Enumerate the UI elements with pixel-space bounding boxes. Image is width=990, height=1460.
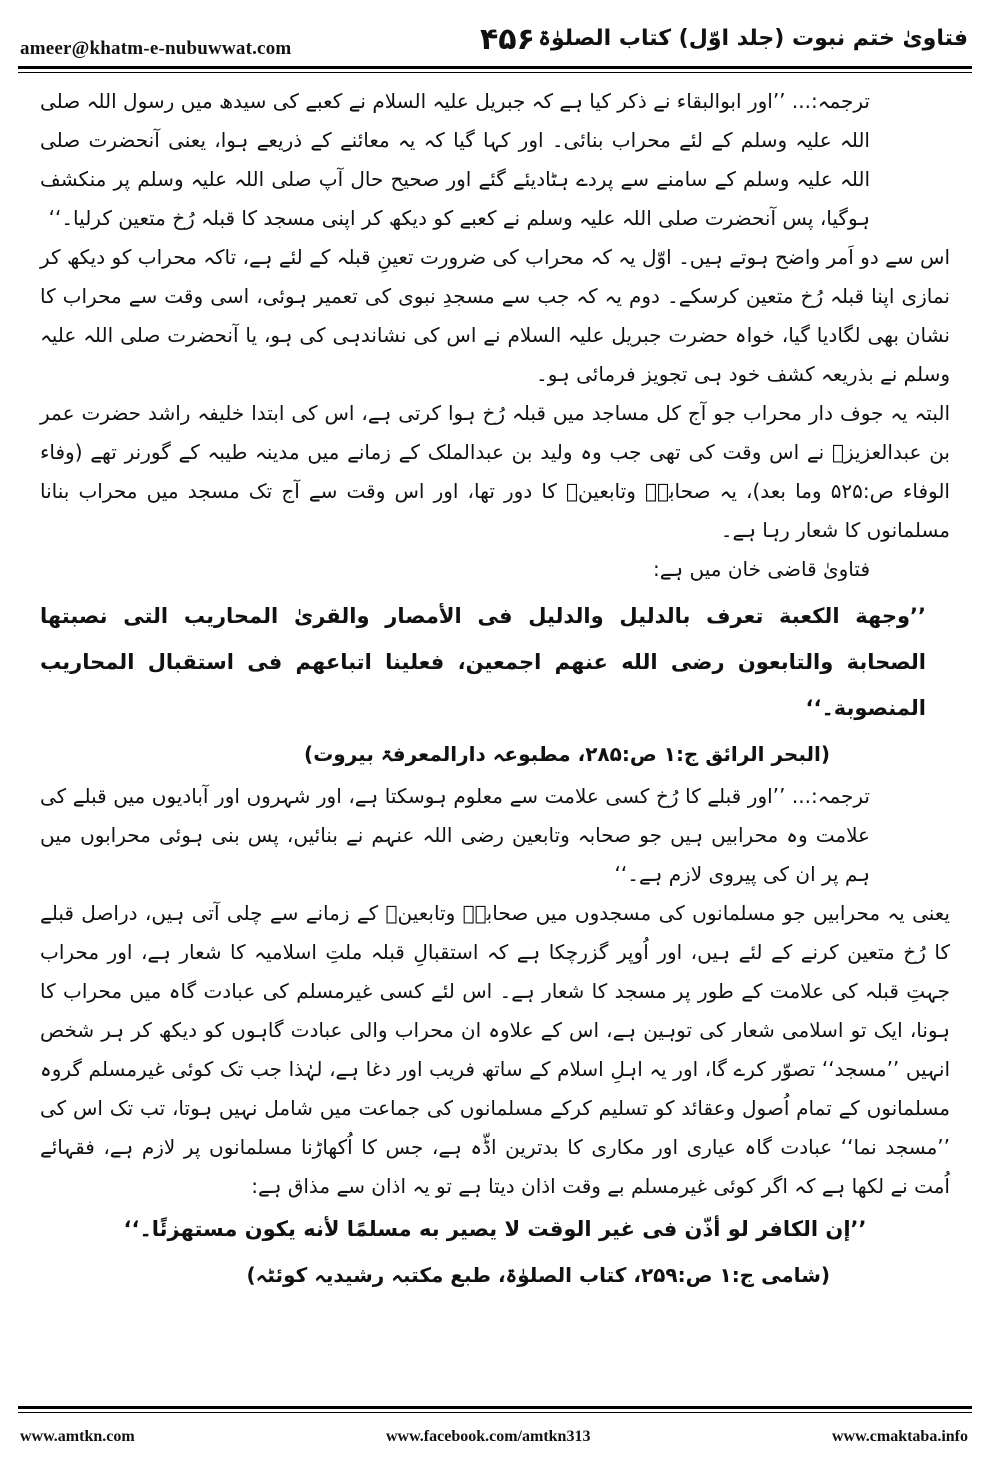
footer-facebook: www.facebook.com/amtkn313 (386, 1428, 591, 1445)
page-header (20, 18, 968, 68)
source-citation-2: (شامی ج:۱ ص:۲۵۹، کتاب الصلوٰۃ، طبع مکتبہ رشیدیہ کوئٹہ) (246, 1263, 830, 1287)
footer-website-cmaktaba: www.cmaktaba.info (831, 1428, 968, 1445)
body-paragraph-1: اس سے دو اَمر واضح ہوتے ہیں۔ اوّل یہ کہ محراب کی ضرورت تعینِ قبلہ کے لئے ہے، تاکہ محراب کو دیکھ کر نمازی اپنا قبلہ رُخ متعین کرسکے۔ دوم یہ کہ جب سے مسجدِ نبوی کی تعمیر ہوئی، اسی وقت سے محراب کا نشان بھی لگادیا گیا، خواہ حضرت جبریل علیہ السلام نے اس کی نشاندہی کی ہو، یا آنحضرت صلی اللہ علیہ وسلم نے بذریعہ کشف خود ہی تجویز فرمائی ہو۔ (40, 245, 950, 386)
page-number: ۴۵۶ (480, 22, 535, 57)
header-rule-thin (18, 72, 972, 73)
page-footer (20, 1428, 968, 1450)
footer-website-amtkn: www.amtkn.com (20, 1428, 135, 1445)
translation-paragraph-1: ترجمہ:... ’’اور ابوالبقاء نے ذکر کیا ہے کہ جبریل علیہ السلام نے کعبے کی سیدھ میں رسول اللہ صلی اللہ علیہ وسلم کے لئے محراب بنائی۔ اور کہا گیا کہ یہ معائنے کے ذریعے ہوا، یعنی آنحضرت صلی اللہ علیہ وسلم کے سامنے سے پردے ہٹادیئے گئے اور صحیح حال آپ صلی اللہ علیہ وسلم پر منکشف ہوگیا، پس آنحضرت صلی اللہ علیہ وسلم نے کعبے کو دیکھ کر اپنی مسجد کا قبلہ رُخ متعین کرلیا۔‘‘ (40, 89, 870, 230)
arabic-quote-2: ’’إن الکافر لو أذّن فی غیر الوقت لا یصیر به مسلمًا لأنه یکون مستهزئًا۔‘‘ (123, 1217, 867, 1241)
body-paragraph-3: یعنی یہ محرابیں جو مسلمانوں کی مسجدوں میں صحابہؓ وتابعینؒ کے زمانے سے چلی آتی ہیں، دراصل قبلے کا رُخ متعین کرنے کے لئے ہیں، اور اُوپر گزرچکا ہے کہ استقبالِ قبلہ ملتِ اسلامیہ کا شعار ہے، اور محراب جہتِ قبلہ کی علامت کے طور پر مسجد کا شعار ہے۔ اس لئے کسی غیرمسلم کی عبادت گاہ میں محراب کا ہونا، ایک تو اسلامی شعار کی توہین ہے، اس کے علاوہ ان محراب والی عبادت گاہوں کو دیکھ کر ہر شخص انہیں ’’مسجد‘‘ تصوّر کرے گا، اور یہ اہلِ اسلام کے ساتھ فریب اور دغا ہے، لہٰذا جب تک کوئی غیرمسلم گروہ مسلمانوں کے تمام اُصول وعقائد کو تسلیم کرکے مسلمانوں کی جماعت میں شامل نہیں ہوتا، تب تک اس کی ’’مسجد نما‘‘ عبادت گاہ عیاری اور مکاری کا بدترین اڈّہ ہے، جس کا اُکھاڑنا مسلمانوں پر لازم ہے، فقہائے اُمت نے لکھا ہے کہ اگر کوئی غیرمسلم بے وقت اذان دیتا ہے تو یہ اذان سے مذاق ہے: (40, 901, 950, 1198)
arabic-quote-1: ’’وجهة الکعبة تعرف بالدلیل والدلیل فی الأمصار والقریٰ المحاریب التی نصبتها الصحابة والتابعون رضی الله عنهم اجمعین، فعلینا اتباعهم فی استقبال المحاریب المنصوبة۔‘‘ (40, 604, 926, 720)
footer-rule-thin (18, 1412, 972, 1413)
body-paragraph-2: البتہ یہ جوف دار محراب جو آج کل مساجد میں قبلہ رُخ ہوا کرتی ہے، اس کی ابتدا خلیفہ راشد حضرت عمر بن عبدالعزیزؒ نے اس وقت کی تھی جب وہ ولید بن عبدالملک کے زمانے میں مدینہ طیبہ کے گورنر تھے (وفاء الوفاء ص:۵۲۵ وما بعد)، یہ صحابہؓ وتابعینؒ کا دور تھا، اور اس وقت سے آج تک مسجد میں محراب بنانا مسلمانوں کا شعار رہا ہے۔ (40, 401, 950, 542)
book-title: فتاویٰ ختم نبوت (جلد اوّل) کتاب الصلوٰۃ (538, 26, 968, 51)
header-rule-thick (18, 66, 972, 69)
translation-paragraph-2: ترجمہ:... ’’اور قبلے کا رُخ کسی علامت سے معلوم ہوسکتا ہے، اور شہروں اور آبادیوں میں قبلے کی علامت وہ محرابیں ہیں جو صحابہ وتابعین رضی اللہ عنہم نے بنائیں، پس بنی ہوئی محرابوں میں ہم پر ان کی پیروی لازم ہے۔‘‘ (40, 784, 870, 886)
fatawa-intro: فتاویٰ قاضی خان میں ہے: (652, 557, 870, 581)
header-email: ameer@khatm-e-nubuwwat.com (20, 38, 292, 59)
footer-rule-thick (18, 1406, 972, 1409)
page-body (40, 82, 950, 1298)
source-citation-1: (البحر الرائق ج:۱ ص:۲۸۵، مطبوعہ دارالمعرفۃ بیروت) (304, 742, 830, 766)
